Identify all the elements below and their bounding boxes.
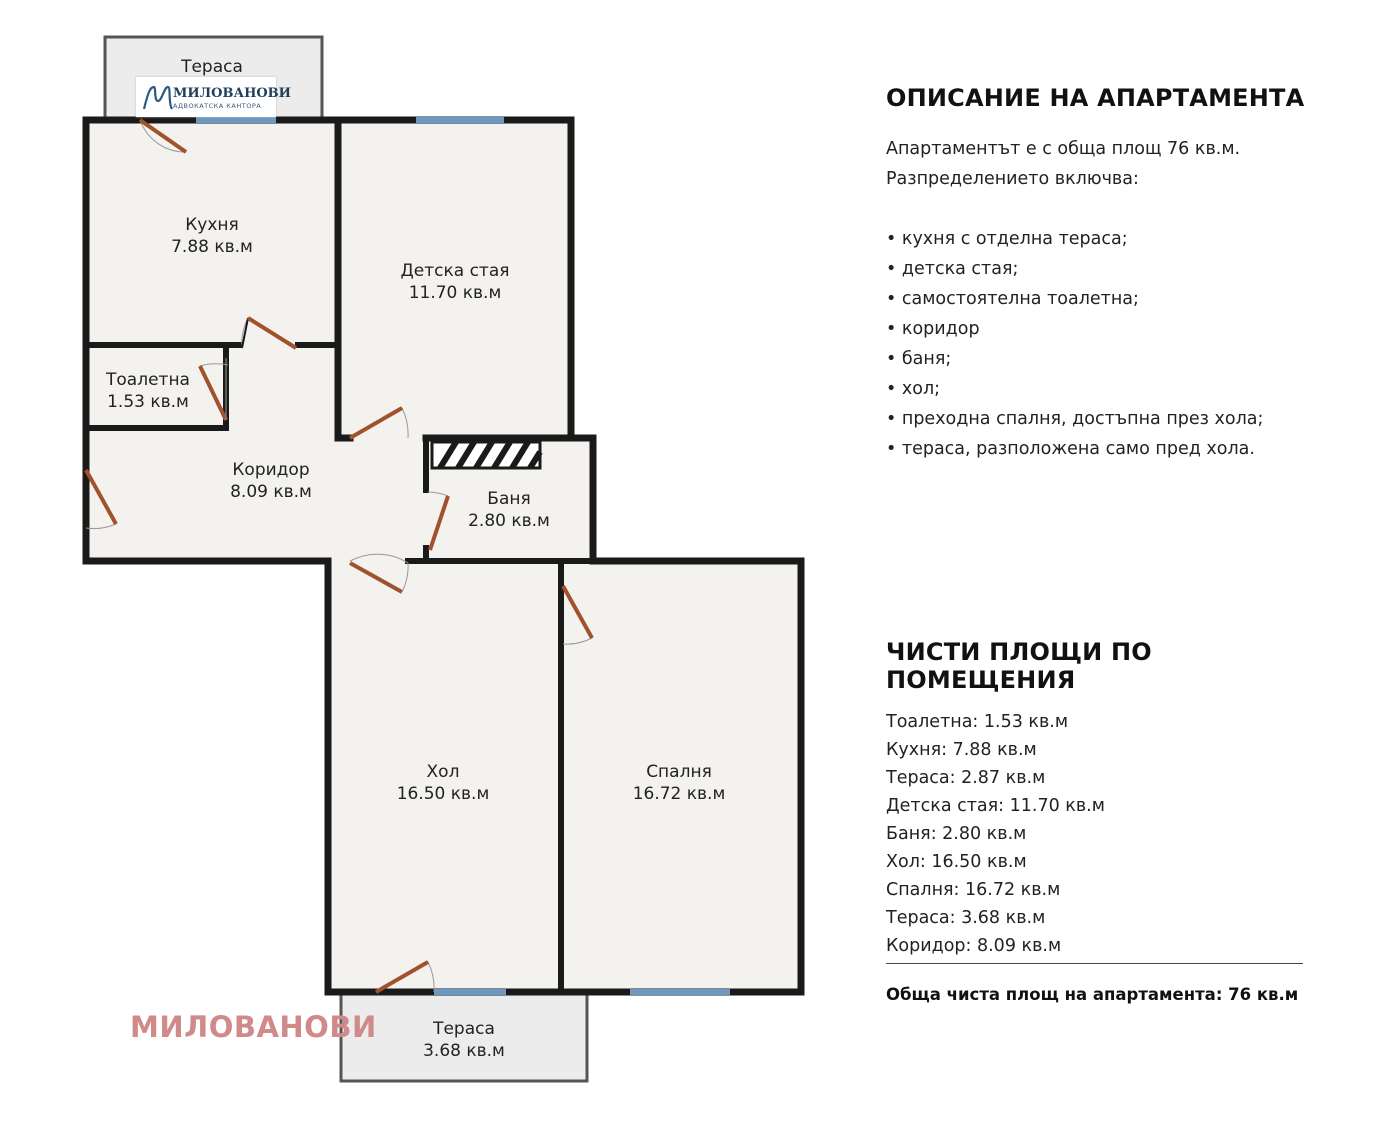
toilet-area: 1.53 кв.м	[107, 392, 189, 412]
kids-room-area: 11.70 кв.м	[408, 283, 502, 303]
bathroom-area: 2.80 кв.м	[468, 511, 550, 531]
corridor-area: 8.09 кв.м	[230, 482, 312, 502]
description-intro-1: Апартаментът е с обща площ 76 кв.м.	[886, 139, 1241, 159]
description-heading: ОПИСАНИЕ НА АПАРТАМЕНТА	[886, 84, 1305, 112]
areas-heading: ЧИСТИ ПЛОЩИ ПО ПОМЕЩЕНИЯ	[886, 638, 1152, 694]
logo-text: МИЛОВАНОВИ	[173, 86, 291, 101]
description-item: • коридор	[886, 319, 980, 339]
description-item: • баня;	[886, 349, 952, 369]
areas-section	[886, 638, 1326, 960]
logo-subtext: АДВОКАТСКА КАНТОРА	[173, 102, 262, 110]
description-item: • преходна спалня, достъпна през хола;	[886, 409, 1264, 429]
description-intro-2: Разпределението включва:	[886, 169, 1139, 189]
kitchen-name: Кухня	[185, 215, 239, 235]
description-item: • кухня с отделна тераса;	[886, 229, 1128, 249]
description-item: • детска стая;	[886, 259, 1019, 279]
description-item: • тераса, разположена само пред хола.	[886, 439, 1255, 459]
watermark: МИЛОВАНОВИ	[130, 1010, 377, 1044]
bathroom-name: Баня	[487, 489, 531, 509]
bedroom-area: 16.72 кв.м	[632, 784, 726, 804]
living-name: Хол	[426, 762, 460, 782]
corridor-name: Коридор	[232, 460, 310, 480]
divider	[886, 963, 1303, 964]
area-row: Спалня: 16.72 кв.м	[886, 880, 1061, 900]
area-row: Тераса: 2.87 кв.м	[886, 768, 1046, 788]
toilet-name: Тоалетна	[106, 370, 190, 390]
total-area: Обща чиста площ на апартамента: 76 кв.м	[886, 985, 1299, 1004]
description-item: • самостоятелна тоалетна;	[886, 289, 1139, 309]
company-logo	[136, 77, 291, 117]
area-row: Детска стая: 11.70 кв.м	[886, 796, 1105, 816]
bedroom-name: Спалня	[646, 762, 712, 782]
living-area: 16.50 кв.м	[396, 784, 490, 804]
terrace-bottom-area: 3.68 кв.м	[423, 1041, 505, 1061]
area-row: Тераса: 3.68 кв.м	[886, 908, 1046, 928]
kitchen-area: 7.88 кв.м	[171, 237, 253, 257]
description-spacer	[886, 194, 1326, 224]
area-row: Кухня: 7.88 кв.м	[886, 740, 1037, 760]
area-row: Тоалетна: 1.53 кв.м	[886, 712, 1069, 732]
description-section	[886, 84, 1326, 464]
description-item: • хол;	[886, 379, 941, 399]
area-row: Баня: 2.80 кв.м	[886, 824, 1027, 844]
area-row: Коридор: 8.09 кв.м	[886, 936, 1062, 956]
logo-monogram-icon	[140, 79, 176, 115]
ventilation-shaft	[432, 442, 540, 468]
terrace-bottom-name: Тераса	[433, 1019, 495, 1039]
area-row: Хол: 16.50 кв.м	[886, 852, 1027, 872]
terrace-top-name: Тераса	[181, 57, 243, 77]
kids-room-name: Детска стая	[400, 261, 510, 281]
